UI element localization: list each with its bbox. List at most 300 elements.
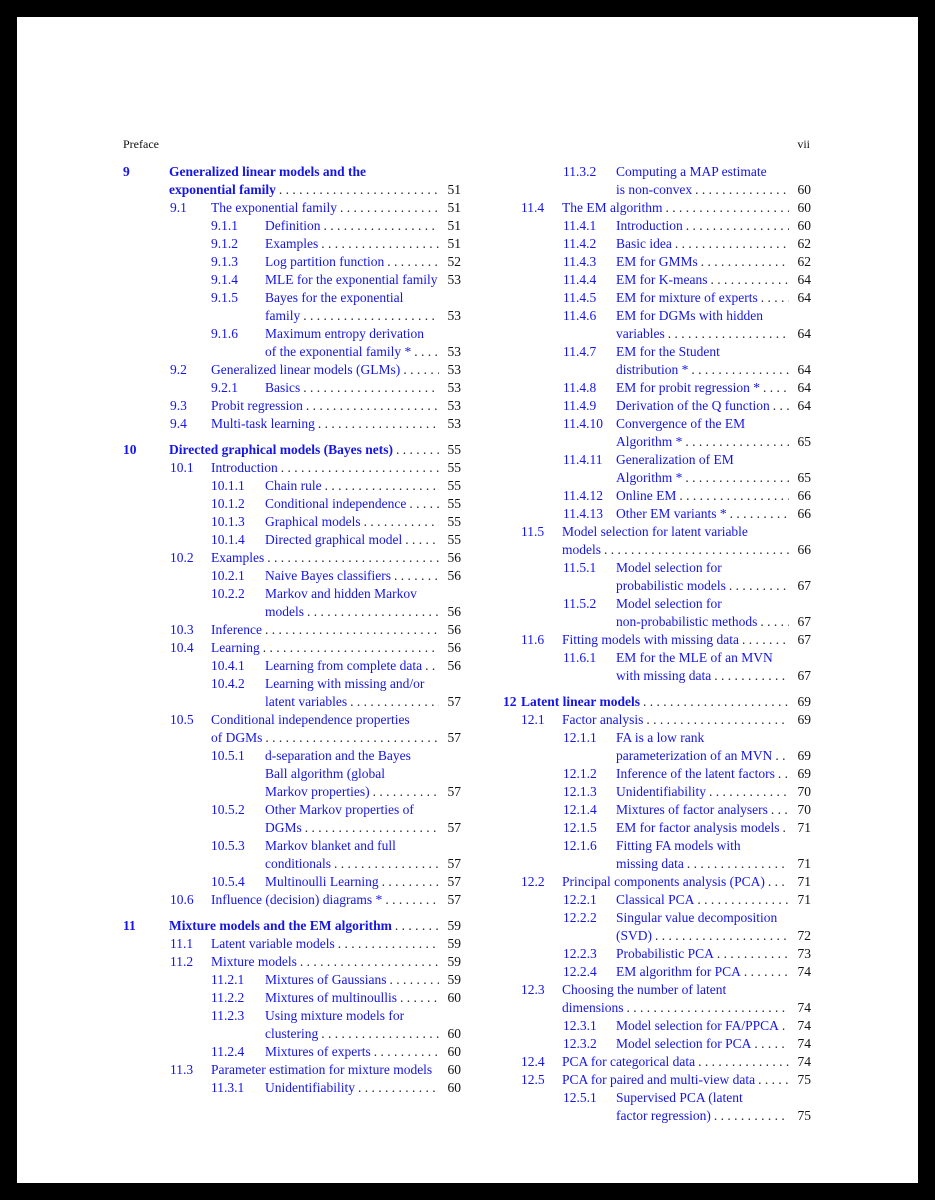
toc-entry-number: 10.5.2 [211,802,245,817]
dot-leader [335,935,439,953]
toc-page-number: 51 [447,218,461,233]
toc-entry-number: 9.1.3 [211,254,238,269]
toc-entry-title: Mixture models [211,954,297,969]
toc-entry-number: 11.2.3 [211,1008,245,1023]
toc-entry-number: 10.4.1 [211,658,245,673]
toc-entry-title: Online EM [616,488,677,503]
dot-leader [402,531,439,549]
dot-leader [672,235,789,253]
dot-leader [393,441,439,459]
toc-entry-title: Supervised PCA (latent [616,1090,743,1105]
toc-entry-number: 12.1.2 [563,766,597,781]
toc-page-number: 69 [797,748,811,763]
toc-subsection[interactable] [503,415,811,451]
toc-subsection[interactable] [123,495,461,513]
toc-entry-number: 11.3 [170,1062,194,1077]
toc-page-number: 57 [447,856,461,871]
dot-leader [400,361,439,379]
toc-entry-title: Markov and hidden Markov [265,586,417,601]
toc-subsection[interactable] [123,873,461,891]
toc-page-number: 67 [797,614,811,629]
toc-entry-title: Mixtures of Gaussians [265,972,387,987]
dot-leader [711,1107,789,1125]
toc-entry-title: Inference [211,622,262,637]
dot-leader [694,891,789,909]
toc-entry-title: Conditional independence [265,496,407,511]
toc-page-number: 57 [447,820,461,835]
toc-entry-title: EM for the MLE of an MVN [616,650,773,665]
toc-entry-title: clustering [265,1026,319,1041]
toc-page-number: 65 [797,434,811,449]
toc-subsection[interactable] [503,963,811,981]
toc-subsection[interactable] [503,271,811,289]
dot-leader [337,199,439,217]
toc-section[interactable] [123,711,461,747]
dot-leader [260,639,439,657]
toc-entry-number: 12.1.6 [563,838,597,853]
toc-entry-title: variables [616,326,665,341]
toc-entry-title: Probit regression [211,398,303,413]
dot-leader [392,917,439,935]
toc-entry-number: 12.1 [521,712,545,727]
toc-page-number: 51 [447,200,461,215]
toc-subsection[interactable] [503,379,811,397]
toc-page-number: 59 [447,972,461,987]
toc-entry-title: Chain rule [265,478,322,493]
toc-subsection[interactable] [503,163,811,199]
toc-subsection[interactable] [503,801,811,819]
dot-leader [318,235,439,253]
toc-subsection[interactable] [123,675,461,711]
toc-entry-number: 10.1 [170,460,194,475]
toc-entry-number: 11.2 [170,954,194,969]
toc-entry-title: Basic idea [616,236,672,251]
toc-entry-number: 10.2 [170,550,194,565]
toc-subsection[interactable] [503,819,811,837]
toc-entry-number: 11.4.8 [563,380,597,395]
toc-page-number: 75 [797,1072,811,1087]
toc-page-number: 53 [447,416,461,431]
dot-leader [321,217,440,235]
toc-section[interactable] [123,361,461,379]
toc-subsection[interactable] [123,801,461,837]
toc-entry-number: 9.1.4 [211,272,238,287]
toc-entry-title: of DGMs [211,730,263,745]
dot-leader [676,487,789,505]
toc-subsection[interactable] [123,289,461,325]
toc-entry-number: 11.1 [170,936,194,951]
toc-entry-title: EM for factor analysis models [616,820,780,835]
toc-entry-title: Graphical models [265,514,361,529]
toc-entry-number: 10.5.4 [211,874,245,889]
toc-entry-number: 9.4 [170,416,187,431]
toc-entry-number: 10.1.3 [211,514,245,529]
toc-entry-number: 11.4.9 [563,398,597,413]
toc-section[interactable] [123,199,461,217]
toc-section[interactable] [503,873,811,891]
toc-entry-title: Multinoulli Learning [265,874,379,889]
toc-entry-number: 11.4.3 [563,254,597,269]
toc-entry-title: is non-convex [616,182,693,197]
dot-leader [739,631,789,649]
toc-subsection[interactable] [123,253,461,271]
toc-subsection[interactable] [123,585,461,621]
toc-page-number: 73 [797,946,811,961]
dot-leader [331,855,439,873]
toc-subsection[interactable] [503,253,811,271]
toc-entry-title: Latent linear models [521,694,640,709]
toc-entry-title: conditionals [265,856,331,871]
toc-entry-number: 12.5.1 [563,1090,597,1105]
dot-leader [300,379,439,397]
dot-leader [387,971,440,989]
toc-subsection[interactable] [503,595,811,631]
toc-page-number: 56 [447,550,461,565]
toc-subsection[interactable] [503,909,811,945]
toc-entry-number: 11.5 [521,524,545,539]
toc-subsection[interactable] [503,235,811,253]
toc-entry-title: Algorithm * [616,470,683,485]
toc-entry-title: Generalization of EM [616,452,734,467]
dot-leader [779,1017,789,1035]
toc-page-number: 70 [797,802,811,817]
toc-entry-title: Inference of the latent factors [616,766,775,781]
toc-page-number: 75 [797,1108,811,1123]
dot-leader [755,1071,789,1089]
toc-page-number: 66 [797,542,811,557]
toc-subsection[interactable] [123,657,461,675]
toc-page-number: 56 [447,622,461,637]
toc-page-number: 74 [797,1054,811,1069]
toc-section[interactable] [123,953,461,971]
toc-page-number: 56 [447,568,461,583]
toc-page-number: 74 [797,1036,811,1051]
toc-page-number: 60 [447,1044,461,1059]
toc-subsection[interactable] [503,505,811,523]
toc-section[interactable] [503,1053,811,1071]
toc-subsection[interactable] [503,1017,811,1035]
toc-subsection[interactable] [123,513,461,531]
toc-entry-number: 11 [123,918,136,933]
toc-section[interactable] [123,621,461,639]
toc-section[interactable] [503,199,811,217]
toc-page-number: 60 [447,1062,461,1077]
toc-entry-title: Fitting models with missing data [562,632,740,647]
toc-section[interactable] [123,1061,461,1079]
toc-right-column [503,163,811,1125]
toc-page-number: 62 [797,236,811,251]
toc-page-number: 70 [797,784,811,799]
toc-page-number: 53 [447,308,461,323]
toc-subsection[interactable] [503,729,811,765]
toc-entry-number: 9.2.1 [211,380,238,395]
dot-leader [695,1053,789,1071]
dot-leader [688,361,789,379]
toc-entry-title: Parameter estimation for mixture models [211,1062,433,1077]
toc-page-number: 56 [447,640,461,655]
toc-entry-title: Factor analysis [562,712,644,727]
toc-entry-title: Learning from complete data [265,658,423,673]
toc-entry-number: 11.6.1 [563,650,597,665]
toc-entry-number: 11.4.2 [563,236,597,251]
toc-page-number: 72 [797,928,811,943]
dot-leader [692,181,789,199]
toc-entry-number: 12.1.3 [563,784,597,799]
toc-entry-number: 10.5.3 [211,838,245,853]
toc-entry-number: 11.5.1 [563,560,597,575]
toc-entry-number: 9.3 [170,398,187,413]
toc-page-number: 69 [797,712,811,727]
toc-entry-number: 11.4.13 [563,506,603,521]
toc-entry-number: 9 [123,164,130,179]
toc-page-number: 59 [447,918,461,933]
toc-entry-number: 11.4.12 [563,488,603,503]
toc-entry-title: Definition [265,218,321,233]
toc-entry-title: Model selection for latent variable [562,524,748,539]
toc-chapter[interactable] [123,441,461,459]
toc-subsection[interactable] [123,235,461,253]
toc-entry-title: EM for K-means [616,272,708,287]
toc-entry-title: Log partition function [265,254,385,269]
toc-entry-number: 11.5.2 [563,596,597,611]
dot-leader [384,253,439,271]
dot-leader [682,469,789,487]
dot-leader [406,495,439,513]
toc-page-number: 55 [447,442,461,457]
toc-entry-number: 11.2.2 [211,990,245,1005]
toc-entry-title: Introduction [616,218,683,233]
toc-entry-number: 10.2.1 [211,568,245,583]
toc-entry-title: Markov blanket and full [265,838,396,853]
toc-entry-title: with missing data [616,668,712,683]
toc-page-number: 74 [797,964,811,979]
toc-entry-title: Generalized linear models and the [169,164,366,179]
toc-subsection[interactable] [503,837,811,873]
toc-section[interactable] [503,631,811,649]
dot-leader [757,613,789,631]
toc-entry-number: 9.1.6 [211,326,238,341]
dot-leader [300,307,439,325]
toc-entry-title: dimensions [562,1000,624,1015]
toc-section[interactable] [503,981,811,1017]
toc-subsection[interactable] [123,1007,461,1043]
toc-subsection[interactable] [503,307,811,343]
toc-page-number: 60 [797,218,811,233]
toc-subsection[interactable] [503,487,811,505]
dot-leader [758,289,789,307]
toc-page-number: 53 [447,272,461,287]
dot-leader [760,379,789,397]
toc-subsection[interactable] [123,971,461,989]
toc-chapter[interactable] [123,163,461,199]
toc-entry-number: 10.2.2 [211,586,245,601]
toc-page-number: 51 [447,236,461,251]
toc-chapter[interactable] [503,693,811,711]
toc-subsection[interactable] [123,477,461,495]
toc-entry-title: missing data [616,856,684,871]
toc-entry-title: exponential family [169,182,276,197]
toc-entry-title: (SVD) [616,928,652,943]
toc-section[interactable] [503,1071,811,1089]
toc-subsection[interactable] [503,397,811,415]
toc-page-number: 55 [447,478,461,493]
toc-entry-number: 12.3 [521,982,545,997]
toc-page-number: 57 [447,730,461,745]
toc-entry-number: 12 [503,694,517,709]
dot-leader [355,1079,439,1097]
dot-leader [601,541,789,559]
toc-entry-number: 11.2.4 [211,1044,245,1059]
toc-subsection[interactable] [123,217,461,235]
dot-leader [347,693,439,711]
toc-section[interactable] [123,891,461,909]
dot-leader [706,783,789,801]
toc-entry-number: 11.4.4 [563,272,597,287]
toc-page-number: 59 [447,936,461,951]
toc-entry-number: 12.3.1 [563,1018,597,1033]
toc-subsection[interactable] [503,891,811,909]
toc-page-number: 53 [447,398,461,413]
toc-entry-number: 10.1.2 [211,496,245,511]
toc-entry-title: Other EM variants * [616,506,727,521]
dot-leader [665,325,789,343]
dot-leader [379,873,439,891]
toc-subsection[interactable] [123,379,461,397]
toc-page-number: 67 [797,578,811,593]
dot-leader [751,1035,789,1053]
toc-subsection[interactable] [503,945,811,963]
toc-entry-title: latent variables [265,694,348,709]
toc-entry-title: Convergence of the EM [616,416,746,431]
toc-page-number: 57 [447,874,461,889]
toc-page-number: 74 [797,1018,811,1033]
toc-entry-number: 10.6 [170,892,194,907]
toc-page-number: 67 [797,632,811,647]
toc-entry-number: 10.4 [170,640,194,655]
toc-page-number: 59 [447,954,461,969]
toc-section[interactable] [123,549,461,567]
dot-leader [411,343,439,361]
toc-subsection[interactable] [123,271,461,289]
toc-subsection[interactable] [503,559,811,595]
toc-entry-number: 10.1.4 [211,532,245,547]
toc-subsection[interactable] [123,1043,461,1061]
dot-leader [264,549,439,567]
toc-subsection[interactable] [123,325,461,361]
toc-subsection[interactable] [503,1035,811,1053]
toc-page-number: 57 [447,784,461,799]
toc-subsection[interactable] [123,837,461,873]
toc-subsection[interactable] [503,1089,811,1125]
toc-entry-number: 11.4 [521,200,545,215]
dot-leader [304,603,439,621]
toc-entry-title: of the exponential family * [265,344,412,359]
toc-subsection[interactable] [503,783,811,801]
toc-entry-title: DGMs [265,820,302,835]
toc-page-number: 60 [447,1026,461,1041]
toc-subsection[interactable] [123,567,461,585]
toc-entry-title: Derivation of the Q function [616,398,770,413]
toc-section[interactable] [123,639,461,657]
toc-section[interactable] [123,415,461,433]
toc-subsection[interactable] [503,649,811,685]
toc-subsection[interactable] [503,765,811,783]
toc-subsection[interactable] [123,1079,461,1097]
toc-entry-title: Naive Bayes classifiers [265,568,391,583]
toc-entry-title: Model selection for PCA [616,1036,752,1051]
toc-entry-title: Generalized linear models (GLMs) [211,362,401,377]
dot-leader [727,505,789,523]
toc-page-number: 66 [797,506,811,521]
toc-entry-number: 10.4.2 [211,676,245,691]
toc-entry-title: Maximum entropy derivation [265,326,424,341]
toc-section[interactable] [503,523,811,559]
toc-section[interactable] [123,935,461,953]
dot-leader [318,1025,439,1043]
toc-entry-number: 11.4.5 [563,290,597,305]
toc-entry-number: 9.1 [170,200,187,215]
toc-entry-title: Markov properties) [265,784,370,799]
toc-entry-title: Model selection for FA/PPCA [616,1018,779,1033]
toc-page-number: 65 [797,470,811,485]
toc-subsection[interactable] [503,217,811,235]
dot-leader [262,729,439,747]
toc-entry-title: factor regression) [616,1108,711,1123]
dot-leader [765,873,789,891]
toc-subsection[interactable] [123,989,461,1007]
toc-entry-title: EM for GMMs [616,254,698,269]
toc-entry-title: family [265,308,301,323]
toc-page-number: 55 [447,460,461,475]
dot-leader [643,711,789,729]
toc-page-number: 71 [797,874,811,889]
toc-entry-title: Conditional independence properties [211,712,410,727]
toc-entry-title: parameterization of an MVN [616,748,773,763]
toc-entry-title: The EM algorithm [562,200,663,215]
toc-section[interactable] [503,711,811,729]
toc-page-number: 51 [447,182,461,197]
toc-chapter[interactable] [123,917,461,935]
toc-page-number: 71 [797,892,811,907]
toc-subsection[interactable] [503,451,811,487]
toc-entry-number: 9.1.1 [211,218,238,233]
toc-section[interactable] [123,459,461,477]
toc-entry-title: Ball algorithm (global [265,766,385,781]
toc-page-number: 64 [797,362,811,377]
toc-entry-number: 9.2 [170,362,187,377]
toc-entry-number: 10.1.1 [211,478,245,493]
toc-subsection[interactable] [503,343,811,379]
toc-subsection[interactable] [123,531,461,549]
toc-entry-title: Using mixture models for [265,1008,405,1023]
toc-entry-title: models [562,542,601,557]
toc-page-number: 64 [797,380,811,395]
dot-leader [775,765,789,783]
toc-page-number: 55 [447,514,461,529]
dot-leader [303,397,439,415]
toc-entry-title: EM for mixture of experts [616,290,758,305]
toc-entry-number: 11.4.10 [563,416,603,431]
toc-entry-title: Unidentifiability [616,784,706,799]
toc-entry-title: EM for DGMs with hidden [616,308,763,323]
toc-page-number: 56 [447,604,461,619]
toc-subsection[interactable] [503,289,811,307]
toc-subsection[interactable] [123,747,461,801]
toc-section[interactable] [123,397,461,415]
dot-leader [322,477,439,495]
toc-entry-title: Examples [211,550,265,565]
toc-page-number: 53 [447,362,461,377]
